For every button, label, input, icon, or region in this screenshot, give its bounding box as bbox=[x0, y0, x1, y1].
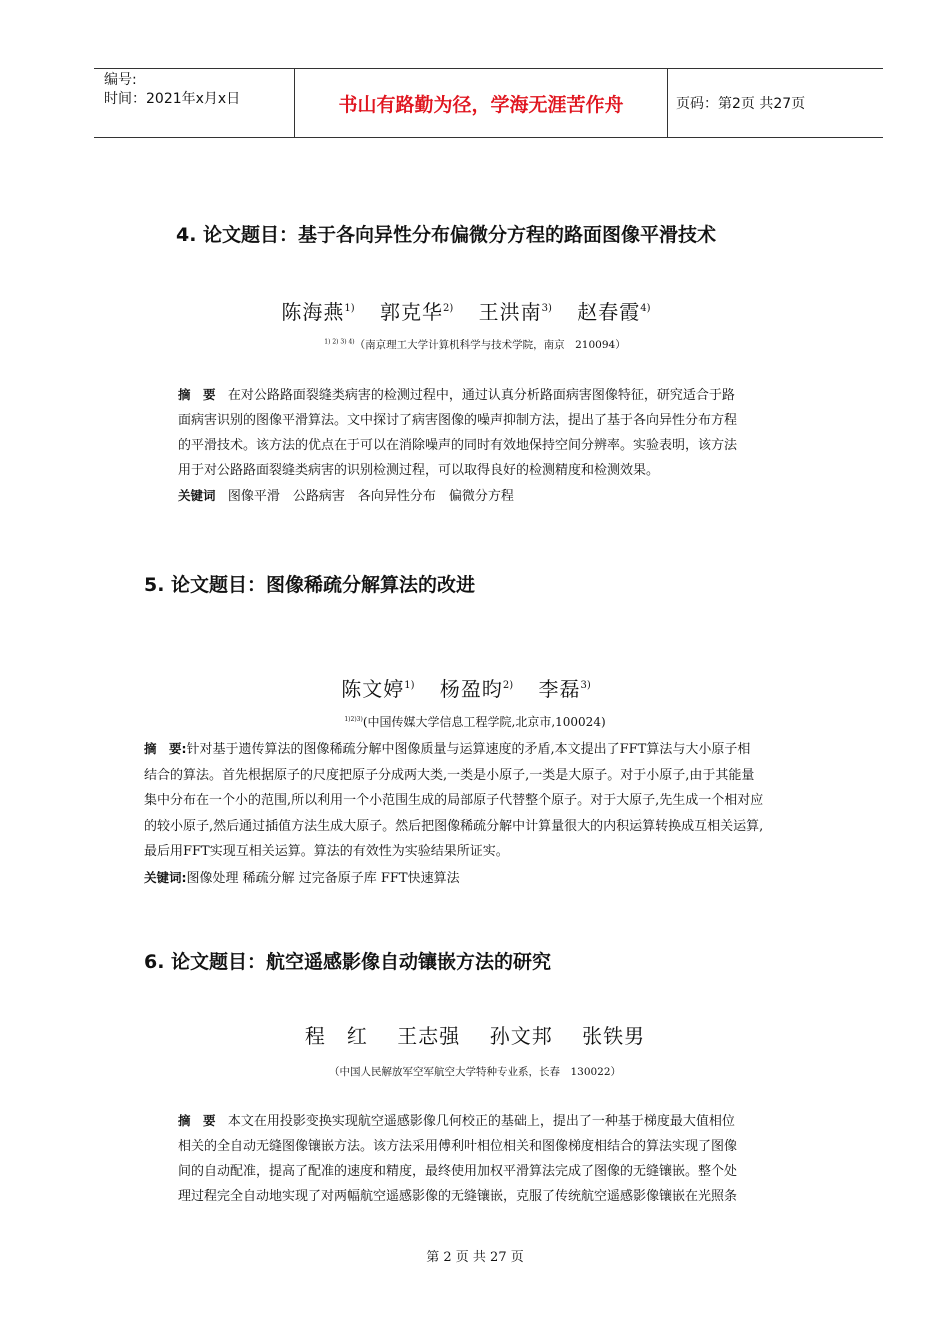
header-page-label: 页码：第2页 共27页 bbox=[676, 96, 806, 112]
section-title: 4. 论文题目：基于各向异性分布偏微分方程的路面图像平滑技术 bbox=[176, 224, 717, 246]
author-name: 陈海燕 bbox=[281, 300, 345, 324]
author-list bbox=[0, 296, 950, 325]
author-mark: 2) bbox=[443, 303, 454, 315]
affiliation: （中国人民解放军空军航空大学特种专业系，长春 130022） bbox=[328, 1066, 622, 1078]
author-mark: 1) bbox=[344, 303, 355, 315]
abstract-line: 面病害识别的图像平滑算法。文中探讨了病害图像的噪声抑制方法，提出了基于各向异性分布方程 bbox=[178, 413, 738, 428]
author-name: 孙文邦 bbox=[489, 1024, 553, 1048]
author-mark: 3) bbox=[580, 680, 591, 692]
abstract-label: 摘 要 bbox=[178, 387, 216, 402]
page-header bbox=[94, 68, 883, 138]
header-meta bbox=[94, 69, 295, 137]
author-name: 陈文婷 bbox=[341, 677, 405, 701]
affiliation-mark: 1)2)3) bbox=[344, 716, 363, 723]
author-name: 杨盈昀 bbox=[439, 677, 503, 701]
abstract-line: 的平滑技术。该方法的优点在于可以在消除噪声的同时有效地保持空间分辨率。实验表明，该方法 bbox=[178, 438, 738, 453]
section-title: 5. 论文题目：图像稀疏分解算法的改进 bbox=[144, 574, 476, 596]
author-mark: 2) bbox=[502, 680, 514, 692]
author-name: 王志强 bbox=[397, 1024, 461, 1048]
abstract-label: 摘 要: bbox=[144, 741, 187, 756]
keywords: 图像平滑 公路病害 各向异性分布 偏微分方程 bbox=[227, 489, 514, 504]
abstract-line: 间的自动配准，提高了配准的速度和精度，最终使用加权平滑算法完成了图像的无缝镶嵌。整个处 bbox=[178, 1164, 738, 1179]
author-list bbox=[0, 673, 950, 702]
keywords: 图像处理 稀疏分解 过完备原子库 FFT快速算法 bbox=[186, 870, 460, 886]
section-title: 6. 论文题目：航空遥感影像自动镶嵌方法的研究 bbox=[144, 951, 552, 973]
affiliation-mark: 1) 2) 3) 4) bbox=[324, 338, 355, 346]
header-motto: 书山有路勤为径，学海无涯苦作舟 bbox=[295, 69, 668, 137]
abstract-line: 最后用FFT实现互相关运算。算法的有效性为实验结果所证实。 bbox=[144, 844, 509, 859]
author-name: 程 红 bbox=[304, 1024, 368, 1048]
abstract-line: 集中分布在一个小的范围,所以利用一个小范围生成的局部原子代替整个原子。对于大原子,先生成一个相对应 bbox=[144, 793, 764, 808]
abstract-line: 的较小原子,然后通过插值方法生成大原子。然后把图像稀疏分解中计算量很大的内积运算转换成互相关运算, bbox=[144, 818, 764, 834]
abstract-line: 结合的算法。首先根据原子的尺度把原子分成两大类,一类是小原子,一类是大原子。对于小原子,由于其能量 bbox=[144, 767, 755, 783]
abstract-label: 摘 要 bbox=[178, 1113, 216, 1128]
abstract-line: 用于对公路路面裂缝类病害的识别检测过程，可以取得良好的检测精度和检测效果。 bbox=[178, 463, 660, 478]
abstract: 摘 要 本文在用投影变换实现航空遥感影像几何校正的基础上，提出了一种基于梯度最大值相位 相关的全自动无缝图像镶嵌方法。该方法采用傅利叶相位相关和图像梯度相结合的算法实现了图像 间的自动配准，提高了配准的速度和精度，最终使用加权平滑算法完成了图像的无缝镶嵌。整个处 理过程完全自动地实现了对两幅航空遥感影像的无缝镶嵌，克服了传统航空遥感影像镶嵌在光照条 bbox=[178, 1108, 737, 1209]
number-label: 编号: bbox=[104, 72, 137, 88]
abstract-line: 理过程完全自动地实现了对两幅航空遥感影像的无缝镶嵌，克服了传统航空遥感影像镶嵌在光照条 bbox=[178, 1189, 738, 1204]
author-mark: 4) bbox=[640, 303, 651, 315]
time-label: 时间：2021年x月x日 bbox=[104, 91, 241, 107]
abstract: 摘 要 在对公路路面裂缝类病害的检测过程中，通过认真分析路面病害图像特征，研究适合于路 面病害识别的图像平滑算法。文中探讨了病害图像的噪声抑制方法，提出了基于各向异性分布方程 的平滑技术。该方法的优点在于可以在消除噪声的同时有效地保持空间分辨率。实验表明，该方法 用于对公路路面裂缝类病害的识别检测过程，可以取得良好的检测精度和检测效果。 关键词 图像平滑 公路病害 各向异性分布 偏微分方程 bbox=[178, 387, 738, 504]
page-footer: 第 2 页 共 27 页 bbox=[426, 1250, 524, 1265]
abstract-line: 相关的全自动无缝图像镶嵌方法。该方法采用傅利叶相位相关和图像梯度相结合的算法实现了图像 bbox=[178, 1139, 738, 1154]
author-mark: 3) bbox=[541, 303, 552, 315]
author-name: 赵春霞 bbox=[577, 300, 641, 324]
keywords-label: 关键词: bbox=[144, 869, 187, 885]
author-name: 王洪南 bbox=[478, 300, 542, 324]
author-mark: 1) bbox=[404, 680, 415, 692]
author-name: 郭克华 bbox=[380, 300, 444, 324]
author-list bbox=[0, 1020, 950, 1049]
affiliation: $^{1) 2) 3) 4)}$（南京理工大学计算机科学与技术学院，南京 210094） bbox=[324, 338, 626, 351]
author-name: 张铁男 bbox=[582, 1024, 646, 1048]
affiliation: $^{1)2)3)}$(中国传媒大学信息工程学院,北京市,100024) bbox=[344, 715, 606, 729]
abstract: 摘 要:针对基于遗传算法的图像稀疏分解中图像质量与运算速度的矛盾,本文提出了FFT算法与大小原子相 结合的算法。首先根据原子的尺度把原子分成两大类,一类是小原子,一类是大原子。对于小原子,由于其能量 集中分布在一个小的范围,所以利用一个小范围生成的局部原子代替整个原子。对于大原子,先生成一个相对应 的较小原子,然后通过插值方法生成大原子。然后把图像稀疏分解中计算量很大的内积运算转换成互相关运算, 最后用FFT实现互相关运算。算法的有效性为实验结果所证实。 关键词:图像处理 稀疏分解 过完备原子库 FFT快速算法 bbox=[144, 741, 764, 886]
author-name: 李磊 bbox=[538, 677, 581, 701]
keywords-label: 关键词 bbox=[178, 488, 216, 503]
